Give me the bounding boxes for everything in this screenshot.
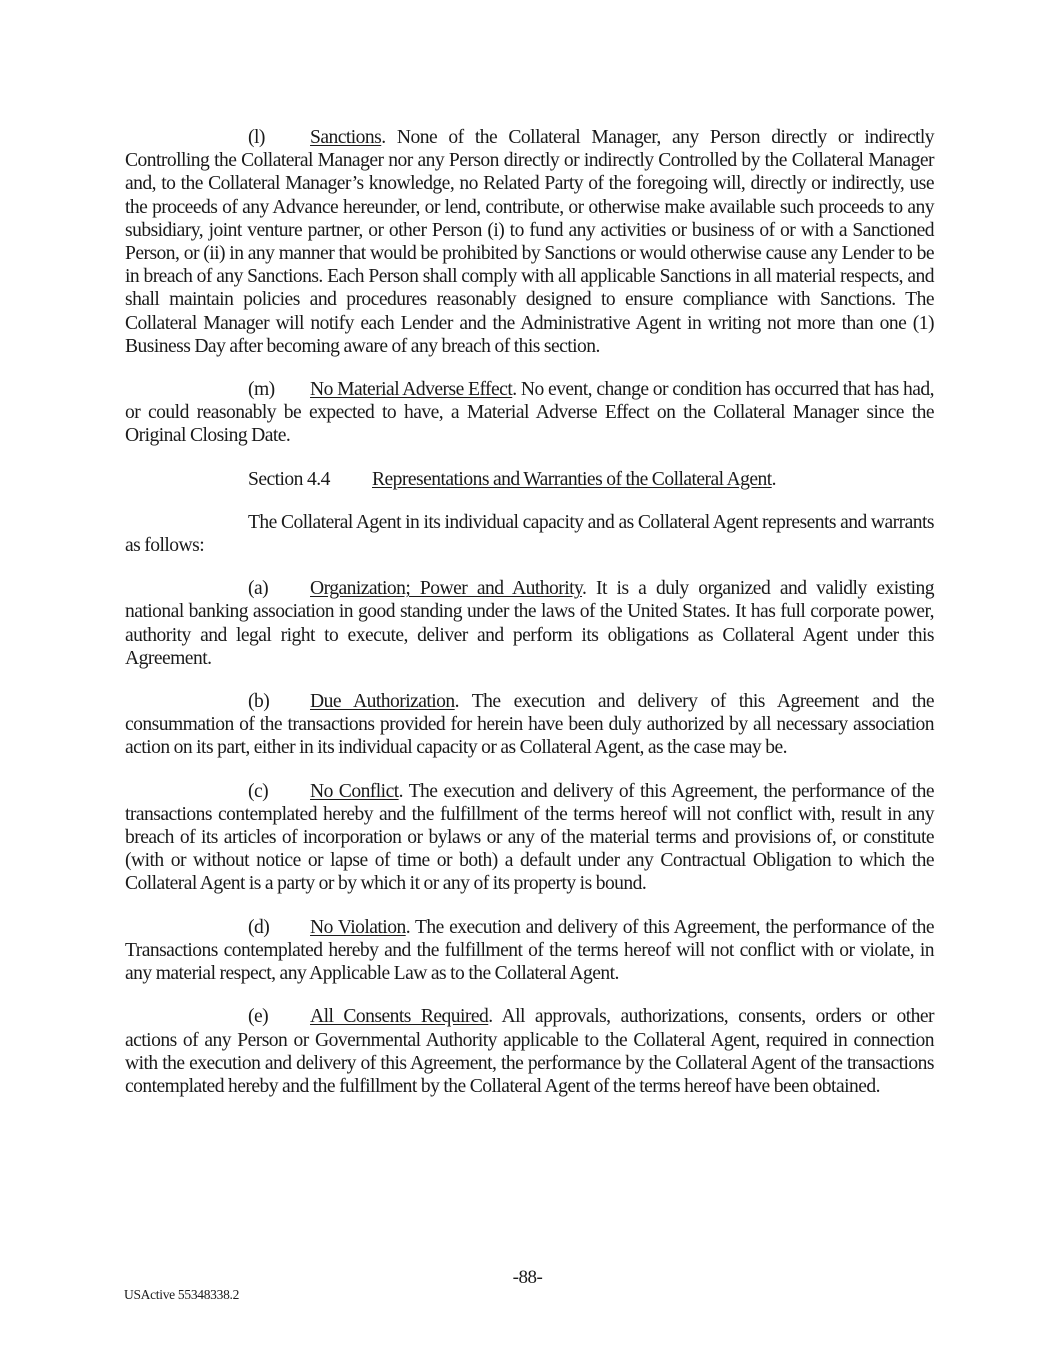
paragraph-title: Due Authorization	[310, 691, 455, 713]
paragraph-body: It is a duly organized and validly existing national banking association in good standing under the laws of the United States. It has full corporate power, authority and legal right to execute, deliver and perform its obligations as Collateral Agent under this Agreement.	[125, 578, 934, 669]
section-intro: The Collateral Agent in its individual capacity and as Collateral Agent represents and warrants as follows:	[125, 511, 934, 557]
paragraph-title: No Conflict	[310, 780, 399, 802]
document-page	[125, 126, 934, 1118]
paragraph-a-organization: (a) Organization; Power and Authority. It is a duly organized and validly existing national banking association in good standing under the laws of the United States. It has full corporate power, authority and legal right to execute, deliver and perform its obligations as Collateral Agent under this Agreement.	[125, 578, 934, 669]
paragraph-title: No Violation	[310, 916, 406, 938]
section-title: Representations and Warranties of the Collateral Agent	[372, 468, 772, 490]
paragraph-label: (m)	[248, 379, 275, 401]
paragraph-title: Organization; Power and Authority	[310, 578, 583, 600]
paragraph-body: The execution and delivery of this Agreement, the performance of the transactions contemplated hereby and the fulfillment of the terms hereof will not conflict with, result in any breach of its articles of incorporation or bylaws or any of the material terms and provisions of, or constitute (with or without notice or lapse of time or both) a default under any Contractual Obligation to which the Collateral Agent is a party or by which it or any of its property is bound.	[125, 780, 934, 895]
paragraph-b-due-authorization: (b) Due Authorization. The execution and delivery of this Agreement and the consummation of the transactions provided for herein have been duly authorized by all necessary association action on its part, either in its individual capacity or as Collateral Agent, as the case may be.	[125, 691, 935, 759]
paragraph-title: No Material Adverse Effect	[310, 379, 513, 401]
section-number: Section 4.4	[248, 468, 330, 490]
paragraph-label: (d)	[248, 916, 270, 938]
paragraph-l-sanctions: (l) Sanctions. None of the Collateral Manager, any Person directly or indirectly Controlling the Collateral Manager nor any Person directly or indirectly Controlled by the Collateral Manager and, to the Collateral Manager’s knowledge, no Related Party of the foregoing will, directly or indirectly, use the proceeds of any Advance hereunder, or lend, contribute, or otherwise make available such proceeds to any subsidiary, joint venture partner, or other Person (i) to fund any activities or business of or with a Sanctioned Person, or (ii) in any manner that would be prohibited by Sanctions or would otherwise cause any Lender to be in breach of any Sanctions. Each Person shall comply with all applicable Sanctions in all material respects, and shall maintain policies and procedures reasonably designed to ensure compliance with Sanctions. The Collateral Manager will notify each Lender and the Administrative Agent in writing not more than one (1) Business Day after becoming aware of any breach of this section.	[125, 127, 935, 357]
paragraph-body: No event, change or condition has occurred that has had, or could reasonably be expected to have, a Material Adverse Effect on the Collateral Manager since the Original Closing Date.	[125, 379, 934, 447]
paragraph-body: The execution and delivery of this Agreement, the performance of the Transactions contemplated hereby and the fulfillment of the terms hereof will not conflict with or violate, in any material respect, any Applicable Law as to the Collateral Agent.	[125, 916, 934, 985]
paragraph-body: The execution and delivery of this Agreement and the consummation of the transactions provided for herein have been duly authorized by all necessary association action on its part, either in its individual capacity or as Collateral Agent, as the case may be.	[125, 691, 935, 759]
paragraph-title: Sanctions	[310, 127, 382, 148]
paragraph-c-no-conflict: (c) No Conflict. The execution and delivery of this Agreement, the performance of the transactions contemplated hereby and the fulfillment of the terms hereof will not conflict with, result in any breach of its articles of incorporation or bylaws or any of the material terms and provisions of, or constitute (with or without notice or lapse of time or both) a default under any Contractual Obligation to which the Collateral Agent is a party or by which it or any of its property is bound.	[125, 780, 934, 895]
paragraph-body: All approvals, authorizations, consents, orders or other actions of any Person or Governmental Authority applicable to the Collateral Agent, required in connection with the execution and delivery of this Agreement, the performance by the Collateral Agent of the transactions contemplated hereby and the fulfillment by the Collateral Agent of the terms hereof have been obtained.	[125, 1006, 934, 1097]
paragraph-m-no-material-adverse-effect: (m) No Material Adverse Effect. No event, change or condition has occurred that has had, or could reasonably be expected to have, a Material Adverse Effect on the Collateral Manager since the Original Closing Date.	[125, 379, 934, 447]
paragraph-d-no-violation: (d) No Violation. The execution and delivery of this Agreement, the performance of the Transactions contemplated hereby and the fulfillment of the terms hereof will not conflict with or violate, in any material respect, any Applicable Law as to the Collateral Agent.	[125, 916, 934, 985]
section-heading: Section 4.4 Representations and Warranties of the Collateral Agent.	[248, 468, 777, 490]
paragraph-label: (c)	[248, 780, 269, 802]
paragraph-label: (l)	[248, 127, 265, 148]
paragraph-e-all-consents-required: (e) All Consents Required. All approvals, authorizations, consents, orders or other actions of any Person or Governmental Authority applicable to the Collateral Agent, required in connection with the execution and delivery of this Agreement, the performance by the Collateral Agent of the transactions contemplated hereby and the fulfillment by the Collateral Agent of the terms hereof have been obtained.	[125, 1006, 934, 1097]
paragraph-label: (a)	[248, 578, 269, 600]
document-id: USActive 55348338.2	[124, 1287, 240, 1302]
paragraph-label: (b)	[248, 691, 270, 713]
page-number: -88-	[512, 1267, 543, 1288]
paragraph-label: (e)	[248, 1006, 269, 1028]
paragraph-body: None of the Collateral Manager, any Person directly or indirectly Controlling the Collateral Manager nor any Person directly or indirectly Controlled by the Collateral Manager and, to the Collateral Manager’s knowledge, no Related Party of the foregoing will, directly or indirectly, use the proceeds of any Advance hereunder, or lend, contribute, or otherwise make available such proceeds to any subsidiary, joint venture partner, or other Person (i) to fund any activities or business of or with a Sanctioned Person, or (ii) in any manner that would be prohibited by Sanctions or would otherwise cause any Lender to be in breach of any Sanctions. Each Person shall comply with all applicable Sanctions in all material respects, and shall maintain policies and procedures reasonably designed to ensure compliance with Sanctions. The Collateral Manager will notify each Lender and the Administrative Agent in writing not more than one (1) Business Day after becoming aware of any breach of this section.	[125, 127, 935, 357]
paragraph-title: All Consents Required	[310, 1006, 489, 1028]
